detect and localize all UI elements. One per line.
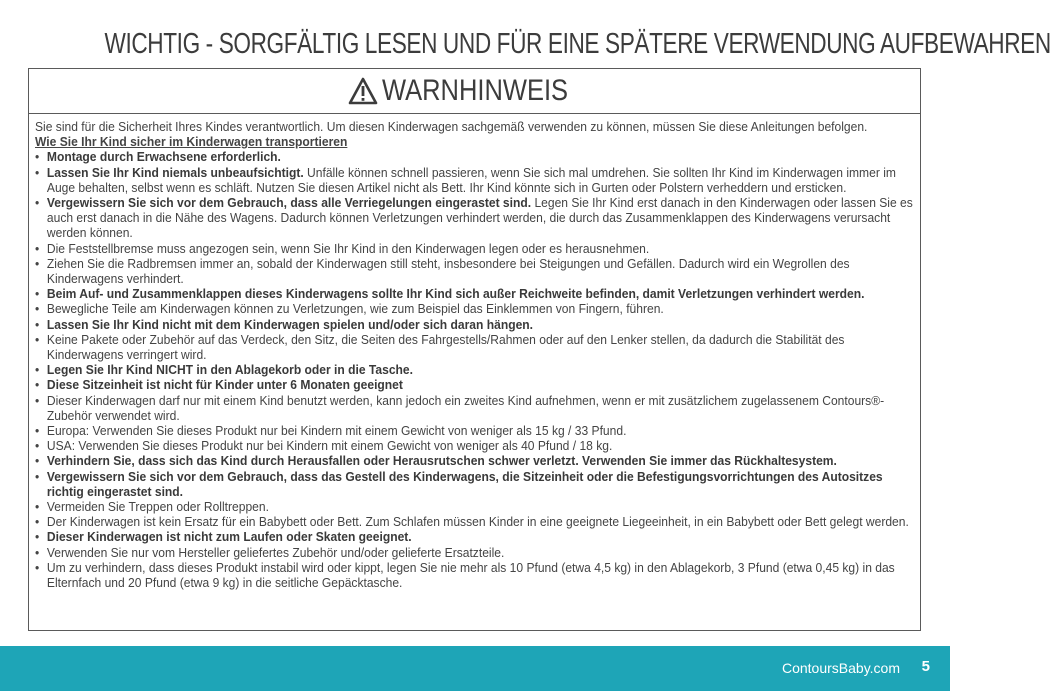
bullet: •: [35, 544, 40, 560]
list-item-normal: Vermeiden Sie Treppen oder Rolltreppen.: [46, 499, 269, 515]
warning-header: [29, 69, 920, 114]
list-item-text: [47, 560, 914, 590]
list-item: [35, 438, 913, 453]
list-item-normal: Unfälle können schnell passieren, wenn Sie sich mal umdrehen. Sie sollten Ihr Kind im Kinderwagen immer im Auge behalten, selbst wenn es schläft. Nutzen Sie diesen Artikel nicht als Bett. Ihr Kind könnte sich in Gurten oder Polstern verheddern und ersticken.: [46, 164, 896, 195]
list-item-bold: Diese Sitzeinheit ist nicht für Kinder unter 6 Monaten geeignet: [46, 377, 403, 393]
list-item-text: [47, 362, 914, 377]
list-item-text: [47, 423, 914, 438]
list-item-bold: Legen Sie Ihr Kind NICHT in den Ablagekorb oder in die Tasche.: [46, 362, 413, 378]
list-item: [35, 545, 913, 560]
list-item: [35, 499, 913, 514]
list-item: [35, 529, 913, 544]
list-item-bold: Verhindern Sie, dass sich das Kind durch Herausfallen oder Herausrutschen schwer verletzt. Verwenden Sie immer das Rückhaltesystem.: [46, 453, 837, 469]
bullet: •: [35, 423, 40, 439]
list-item: [35, 393, 913, 423]
warning-triangle-icon: [348, 77, 378, 105]
list-item-normal: Um zu verhindern, dass dieses Produkt instabil wird oder kippt, legen Sie nie mehr als 10 Pfund (etwa 4,5 kg) in den Ablagekorb, 3 Pfund (etwa 0,45 kg) in das Elternfach und 20 Pfund (etwa 9 kg) in die seitliche Gepäcktasche.: [46, 559, 895, 591]
page-number: 5: [921, 658, 930, 675]
list-item-bold: Dieser Kinderwagen ist nicht zum Laufen oder Skaten geeignet.: [46, 529, 412, 545]
bullet: •: [35, 255, 40, 271]
list-item-normal: Dieser Kinderwagen darf nur mit einem Kind benutzt werden, kann jedoch ein zweites Kind aufnehmen, wenn er mit zusätzlichem zugelassenem Contours®-Zubehör verwendet wird.: [46, 392, 885, 423]
list-item-bold: Lassen Sie Ihr Kind niemals unbeaufsichtigt.: [46, 164, 304, 180]
list-item-text: [47, 499, 914, 514]
list-item: [35, 514, 913, 529]
footer-url[interactable]: ContoursBaby.com: [781, 660, 900, 676]
list-item-bold: Vergewissern Sie sich vor dem Gebrauch, dass das Gestell des Kinderwagens, die Sitzeinheit oder die Befestigungsvorrichtungen des Autositzes richtig eingerastet sind.: [46, 468, 883, 499]
section-subheading: Wie Sie Ihr Kind sicher im Kinderwagen transportieren: [35, 134, 348, 150]
list-item-bold: Vergewissern Sie sich vor dem Gebrauch, dass alle Verriegelungen eingerastet sind.: [46, 195, 532, 211]
list-item-normal: Der Kinderwagen ist kein Ersatz für ein Babybett oder Bett. Zum Schlafen müssen Kinder in eine geeignete Liegeeinheit, in ein Babybett oder Bett gelegt werden.: [46, 514, 909, 530]
list-item-bold: Beim Auf- und Zusammenklappen dieses Kinderwagens sollte Ihr Kind sich außer Reichweite befinden, damit Verletzungen verhindert werden.: [46, 286, 865, 302]
bullet: •: [35, 316, 40, 332]
bullet: •: [35, 301, 40, 317]
list-item-normal: Verwenden Sie nur vom Hersteller geliefertes Zubehör und/oder gelieferte Ersatzteile.: [46, 544, 505, 560]
bullet: •: [35, 438, 40, 454]
list-item-text: [47, 149, 914, 164]
warning-content: [35, 119, 913, 590]
list-item-text: [47, 256, 914, 286]
list-item-normal: Keine Pakete oder Zubehör auf das Verdeck, den Sitz, die Seiten des Fahrgestells/Rahmen oder auf den Lenker stellen, da dadurch die Stabilität des Kinderwagens verringert wird.: [46, 331, 845, 363]
list-item-normal: Ziehen Sie die Radbremsen immer an, sobald der Kinderwagen still steht, insbesondere bei Steigungen und Gefällen. Dadurch wird ein Wegrollen des Kinderwagens verhindert.: [46, 255, 850, 287]
list-item-text: [47, 165, 914, 195]
list-item-normal: Europa: Verwenden Sie dieses Produkt nur bei Kindern mit einem Gewicht von weniger als 15 kg / 33 Pfund.: [46, 423, 627, 439]
list-item: [35, 423, 913, 438]
list-item-text: [47, 241, 914, 256]
bullet: •: [35, 362, 40, 378]
list-item: [35, 256, 913, 286]
warning-list: [35, 149, 913, 590]
list-item-normal: Legen Sie Ihr Kind erst danach in den Kinderwagen oder lassen Sie es auch erst danach in die Nähe des Wagens. Dadurch können Verletzungen verhindert werden, die durch das Zusammenklappen des Kinderwagens verursacht werden können.: [46, 195, 913, 241]
list-item-text: [47, 377, 914, 392]
bullet: •: [35, 468, 40, 484]
list-item-text: [47, 469, 914, 499]
list-item-normal: Die Feststellbremse muss angezogen sein, wenn Sie Ihr Kind in den Kinderwagen legen oder es herausnehmen.: [46, 240, 650, 256]
list-item-text: [47, 545, 914, 560]
bullet: •: [35, 499, 40, 515]
list-item: [35, 453, 913, 468]
list-item-text: [47, 514, 914, 529]
list-item: [35, 286, 913, 301]
bullet: •: [35, 149, 40, 165]
list-item: [35, 377, 913, 392]
list-item-text: [47, 453, 914, 468]
bullet: •: [35, 286, 40, 302]
list-item-bold: Montage durch Erwachsene erforderlich.: [46, 149, 281, 165]
list-item: [35, 149, 913, 164]
list-item: [35, 165, 913, 195]
list-item-bold: Lassen Sie Ihr Kind nicht mit dem Kinderwagen spielen und/oder sich daran hängen.: [46, 316, 534, 332]
list-item: [35, 362, 913, 377]
list-item: [35, 469, 913, 499]
bullet: •: [35, 514, 40, 530]
warning-heading: WARNHINWEIS: [382, 74, 569, 107]
warning-box: [28, 68, 921, 631]
list-item-text: [47, 195, 914, 241]
list-item: [35, 332, 913, 362]
bullet: •: [35, 240, 40, 256]
list-item-normal: Bewegliche Teile am Kinderwagen können zu Verletzungen, wie zum Beispiel das Einklemmen von Fingern, führen.: [46, 301, 664, 317]
list-item: [35, 195, 913, 241]
list-item-text: [47, 286, 914, 301]
bullet: •: [35, 195, 40, 211]
footer-bar: [0, 646, 950, 691]
list-item: [35, 317, 913, 332]
list-item-text: [47, 529, 914, 544]
bullet: •: [35, 377, 40, 393]
list-item-text: [47, 393, 914, 423]
bullet: •: [35, 164, 40, 180]
bullet: •: [35, 559, 40, 575]
list-item-text: [47, 438, 914, 453]
list-item-text: [47, 332, 914, 362]
list-item-text: [47, 317, 914, 332]
list-item: [35, 241, 913, 256]
intro-text: Sie sind für die Sicherheit Ihres Kindes verantwortlich. Um diesen Kinderwagen sachgemäß verwenden zu können, müssen Sie diese Anleitungen befolgen.: [35, 119, 868, 134]
list-item-normal: USA: Verwenden Sie dieses Produkt nur bei Kindern mit einem Gewicht von weniger als 40 Pfund / 18 kg.: [46, 438, 613, 454]
bullet: •: [35, 331, 40, 347]
bullet: •: [35, 529, 40, 545]
page-title: WICHTIG - SORGFÄLTIG LESEN UND FÜR EINE SPÄTERE VERWENDUNG AUFBEWAHREN: [104, 28, 1051, 60]
list-item: [35, 301, 913, 316]
bullet: •: [35, 392, 40, 408]
list-item-text: [47, 301, 914, 316]
list-item: [35, 560, 913, 590]
bullet: •: [35, 453, 40, 469]
